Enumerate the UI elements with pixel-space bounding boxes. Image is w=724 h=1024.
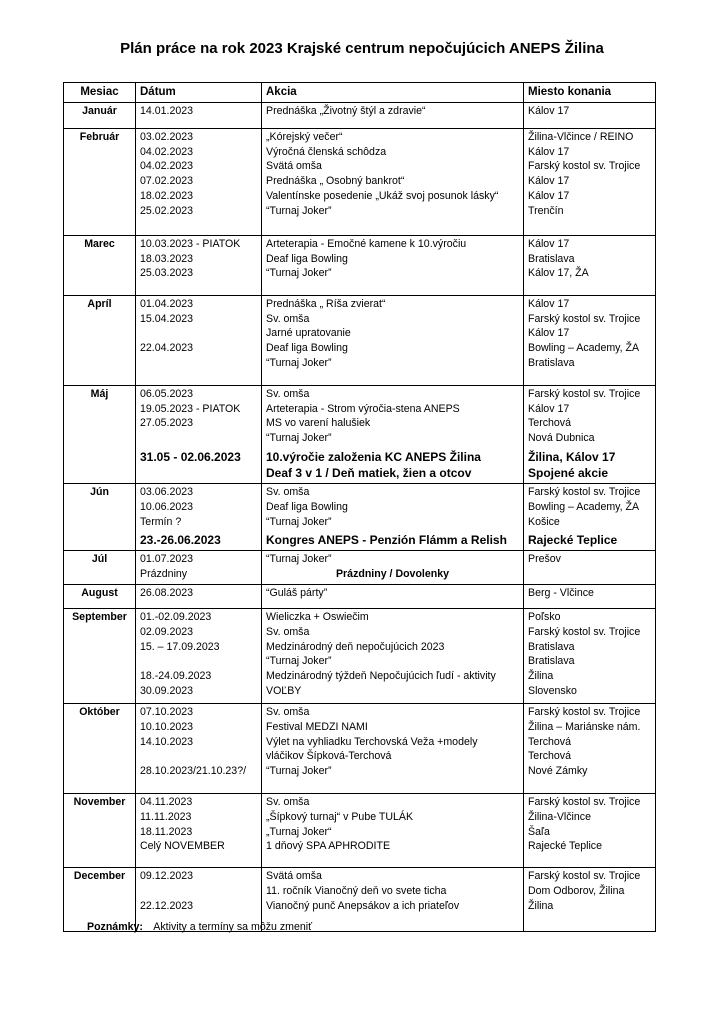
date-line: 15. – 17.09.2023 (140, 640, 220, 653)
date-line: 18.11.2023 (140, 825, 193, 838)
date-line: 04.11.2023 (140, 795, 193, 808)
date-cell (136, 551, 262, 585)
date-line: 18.-24.09.2023 (140, 670, 212, 683)
place-cell (524, 608, 656, 703)
date-line (140, 884, 257, 899)
date-line: 14.10.2023 (140, 735, 194, 748)
special-action: Deaf 3 v 1 / Deň matiek, žien a otcov (266, 465, 472, 480)
special-date: 31.05 - 02.06.2023 (140, 449, 241, 464)
date-line: 27.05.2023 (140, 417, 194, 430)
place-cell (524, 102, 656, 128)
table-row (64, 235, 656, 295)
place-line: Kálov 17, ŽA (528, 267, 589, 280)
month-cell: November (64, 793, 136, 867)
table-row (64, 703, 656, 793)
place-line: Nové Zámky (528, 765, 588, 778)
action-line: Výlet na vyhliadku Terchovská Veža +modely (266, 735, 478, 748)
date-line: Celý NOVEMBER (140, 840, 225, 853)
date-line: 14.01.2023 (140, 104, 194, 117)
action-line: MS vo varení halušiek (266, 417, 371, 430)
action-line: Deaf liga Bowling (266, 252, 348, 265)
place-cell (524, 584, 656, 608)
action-cell (262, 584, 524, 608)
month-cell: Máj (64, 385, 136, 483)
holiday-note: Prázdniny / Dovolenky (335, 568, 450, 581)
notes (87, 921, 312, 933)
table-row (64, 102, 656, 128)
date-line: 03.06.2023 (140, 485, 194, 498)
place-line: Slovensko (528, 684, 577, 697)
special-place: Rajecké Teplice (528, 533, 618, 548)
month-cell: Február (64, 128, 136, 235)
table-row (64, 295, 656, 385)
date-line: 07.02.2023 (140, 175, 194, 188)
action-cell (262, 102, 524, 128)
place-line: Farský kostol sv. Trojice (528, 312, 641, 325)
place-line: Žilina-Vlčince / REINO (528, 130, 634, 143)
date-cell (136, 483, 262, 550)
action-line: Wieliczka + Oswiečim (266, 610, 369, 623)
table-row (64, 551, 656, 585)
place-line: Nová Dubnica (528, 432, 595, 445)
place-line: Kálov 17 (528, 145, 570, 158)
date-line: 18.03.2023 (140, 252, 194, 265)
date-cell (136, 235, 262, 295)
action-cell (262, 235, 524, 295)
action-line: vláčikov Šípková-Terchová (266, 750, 392, 763)
action-line: 11. ročník Vianočný deň vo svete ticha (266, 884, 447, 897)
date-line: 10.10.2023 (140, 720, 194, 733)
action-line: Medzinárodný týždeň Nepočujúcich ľudí - aktivity (266, 670, 496, 683)
action-line: Festival MEDZI NAMI (266, 720, 368, 733)
place-line: Farský kostol sv. Trojice (528, 387, 641, 400)
action-line: 1 dňový SPA APHRODITE (266, 840, 391, 853)
date-cell (136, 608, 262, 703)
date-line: 01.07.2023 (140, 553, 194, 566)
special-date: 23.-26.06.2023 (140, 533, 221, 548)
table-row (64, 385, 656, 483)
notes-label: Poznámky: (87, 921, 143, 933)
date-line: 30.09.2023 (140, 684, 194, 697)
action-line: Medzinárodný deň nepočujúcich 2023 (266, 640, 445, 653)
action-cell (262, 551, 524, 585)
plan-table (63, 82, 656, 932)
date-line: 22.12.2023 (140, 899, 194, 912)
place-cell (524, 703, 656, 793)
place-line: Bratislava (528, 640, 575, 653)
place-cell (524, 128, 656, 235)
place-line: Kálov 17 (528, 402, 570, 415)
date-line: 04.02.2023 (140, 145, 194, 158)
place-line: Rajecké Teplice (528, 840, 603, 853)
place-line: Kálov 17 (528, 189, 570, 202)
place-line: Žilina – Mariánske nám. (528, 720, 641, 733)
place-line: Kálov 17 (528, 104, 570, 117)
place-line: Farský kostol sv. Trojice (528, 869, 641, 882)
place-line: Kálov 17 (528, 237, 570, 250)
date-line: 04.02.2023 (140, 160, 194, 173)
date-line: 01.04.2023 (140, 297, 194, 310)
date-line: 10.06.2023 (140, 500, 194, 513)
month-cell: Október (64, 703, 136, 793)
place-line: Poľsko (528, 610, 561, 623)
date-line (140, 356, 257, 371)
date-line: 15.04.2023 (140, 312, 194, 325)
date-cell (136, 128, 262, 235)
notes-text: Aktivity a termíny sa môžu zmeniť (153, 921, 313, 933)
place-line: Farský kostol sv. Trojice (528, 160, 641, 173)
action-line: “Turnaj Joker” (266, 515, 332, 528)
date-line: 18.02.2023 (140, 189, 194, 202)
place-line: Berg - Vlčince (528, 586, 594, 599)
date-line: 03.02.2023 (140, 130, 194, 143)
place-cell (524, 385, 656, 483)
action-line: Jarné upratovanie (266, 327, 351, 340)
table-row (64, 128, 656, 235)
date-cell (136, 793, 262, 867)
table-row (64, 608, 656, 703)
date-line: 11.11.2023 (140, 810, 192, 823)
date-line: 26.08.2023 (140, 586, 194, 599)
place-line: Dom Odborov, Žilina (528, 884, 625, 897)
action-line: Sv. omša (266, 795, 310, 808)
date-line: 22.04.2023 (140, 342, 194, 355)
month-cell: Júl (64, 551, 136, 585)
place-line: Košice (528, 515, 560, 528)
action-line: Valentínske posedenie „Ukáž svoj posunok lásky“ (266, 189, 499, 202)
place-line: Kálov 17 (528, 297, 570, 310)
place-line: Kálov 17 (528, 327, 570, 340)
date-line (140, 654, 257, 669)
header-action: Akcia (262, 83, 524, 103)
date-line: Prázdniny (140, 568, 188, 581)
date-line: 01.-02.09.2023 (140, 610, 212, 623)
action-line: „Turnaj Joker“ (266, 825, 332, 838)
action-line: Sv. omša (266, 625, 310, 638)
place-cell (524, 483, 656, 550)
header-month: Mesiac (64, 83, 136, 103)
date-line: 10.03.2023 - PIATOK (140, 237, 241, 250)
header-date: Dátum (136, 83, 262, 103)
action-cell (262, 793, 524, 867)
action-line: Svätá omša (266, 160, 322, 173)
table-row (64, 584, 656, 608)
action-cell (262, 483, 524, 550)
date-line: 19.05.2023 - PIATOK (140, 402, 241, 415)
special-action: 10.výročie založenia KC ANEPS Žilina (266, 449, 481, 464)
table-header-row (64, 83, 656, 103)
action-line: Prednáška „ Osobný bankrot“ (266, 175, 405, 188)
action-line: “Guláš párty” (266, 586, 328, 599)
place-cell (524, 551, 656, 585)
action-line: “Turnaj Joker” (266, 432, 332, 445)
place-line: Prešov (528, 553, 561, 566)
action-line: “Turnaj Joker” (266, 765, 332, 778)
place-line: Farský kostol sv. Trojice (528, 795, 641, 808)
place-line: Farský kostol sv. Trojice (528, 485, 641, 498)
place-line: Bratislava (528, 655, 575, 668)
action-line: VOĽBY (266, 684, 302, 697)
place-line: Šaľa (528, 825, 550, 838)
date-line: 07.10.2023 (140, 705, 194, 718)
action-cell (262, 608, 524, 703)
place-line: Bowling – Academy, ŽA (528, 342, 640, 355)
month-cell: December (64, 867, 136, 931)
date-line: 25.03.2023 (140, 267, 194, 280)
place-line: Kálov 17 (528, 175, 570, 188)
place-line: Terchová (528, 417, 571, 430)
place-line: Terchová (528, 735, 571, 748)
place-line: Žilina-Vlčince (528, 810, 591, 823)
page-title: Plán práce na rok 2023 Krajské centrum nepočujúcich ANEPS Žilina (120, 40, 604, 57)
action-line: Deaf liga Bowling (266, 342, 348, 355)
action-line: Sv. omša (266, 387, 310, 400)
place-line: Terchová (528, 750, 571, 763)
header-place: Miesto konania (524, 83, 656, 103)
action-line: Sv. omša (266, 312, 310, 325)
action-line: “Turnaj Joker” (266, 204, 332, 217)
action-line: Sv. omša (266, 705, 310, 718)
table-row (64, 793, 656, 867)
month-cell: Apríl (64, 295, 136, 385)
month-cell: August (64, 584, 136, 608)
action-line: “Turnaj Joker” (266, 267, 332, 280)
action-line: “Turnaj Joker” (266, 553, 332, 566)
place-line: Žilina (528, 899, 554, 912)
date-cell (136, 102, 262, 128)
action-line: „Kórejský večer“ (266, 130, 343, 143)
place-cell (524, 867, 656, 931)
action-line: “Turnaj Joker” (266, 655, 332, 668)
action-line: „Šípkový turnaj“ v Pube TULÁK (266, 810, 414, 823)
table-row (64, 483, 656, 550)
date-line: 02.09.2023 (140, 625, 194, 638)
date-line (140, 749, 257, 764)
place-line: Žilina (528, 670, 554, 683)
action-line: Prednáška „Životný štýl a zdravie“ (266, 104, 426, 117)
month-cell: Marec (64, 235, 136, 295)
action-line: Deaf liga Bowling (266, 500, 348, 513)
place-cell (524, 295, 656, 385)
action-line: “Turnaj Joker” (266, 356, 332, 369)
action-line: Prednáška „ Ríša zvierat“ (266, 297, 386, 310)
action-line: Vianočný punč Anepsákov a ich priateľov (266, 899, 460, 912)
date-cell (136, 295, 262, 385)
date-line: 25.02.2023 (140, 204, 194, 217)
place-line: Farský kostol sv. Trojice (528, 625, 641, 638)
place-line: Bratislava (528, 356, 575, 369)
action-cell (262, 128, 524, 235)
month-cell: Január (64, 102, 136, 128)
place-line: Trenčín (528, 204, 564, 217)
date-line (140, 431, 257, 446)
place-line: Bowling – Academy, ŽA (528, 500, 640, 513)
action-line: Arteterapia - Emočné kamene k 10.výročiu (266, 237, 467, 250)
date-line: Termín ? (140, 515, 182, 528)
date-line: 06.05.2023 (140, 387, 194, 400)
action-cell (262, 703, 524, 793)
month-cell: September (64, 608, 136, 703)
action-line: Svätá omša (266, 869, 322, 882)
special-action: Kongres ANEPS - Penzión Flámm a Relish (266, 533, 507, 548)
place-cell (524, 235, 656, 295)
action-line: Arteterapia - Strom výročia-stena ANEPS (266, 402, 460, 415)
action-line: Výročná členská schôdza (266, 145, 387, 158)
date-cell (136, 385, 262, 483)
date-line: 28.10.2023/21.10.23?/ (140, 765, 247, 778)
month-cell: Jún (64, 483, 136, 550)
place-line: Farský kostol sv. Trojice (528, 705, 641, 718)
date-cell (136, 584, 262, 608)
action-line: Sv. omša (266, 485, 310, 498)
special-place: Žilina, Kálov 17 (528, 449, 616, 464)
date-cell (136, 703, 262, 793)
special-place: Spojené akcie (528, 465, 609, 480)
date-line: 09.12.2023 (140, 869, 194, 882)
place-cell (524, 793, 656, 867)
date-line (140, 326, 257, 341)
place-line: Bratislava (528, 252, 575, 265)
action-cell (262, 385, 524, 483)
action-cell (262, 295, 524, 385)
